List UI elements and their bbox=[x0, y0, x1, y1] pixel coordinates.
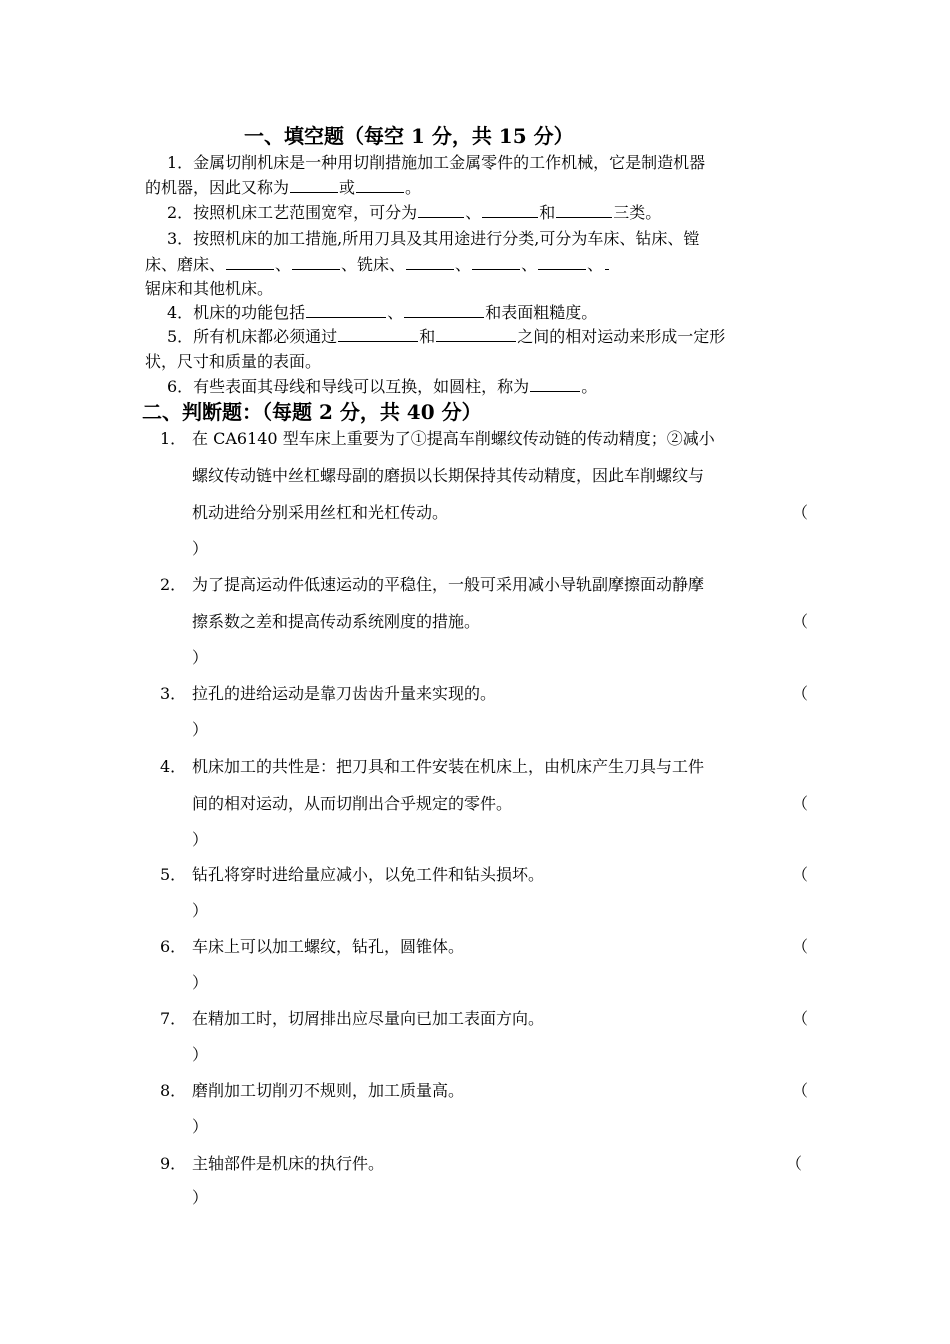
judge-question-2 bbox=[160, 572, 810, 667]
answer-paren-close[interactable]: ） bbox=[192, 901, 209, 920]
answer-blank[interactable] bbox=[538, 253, 586, 270]
fill-q6: 6．有些表面其母线和导线可以互换，如圆柱，称为 。 bbox=[167, 377, 598, 396]
question-number: 7． bbox=[160, 1009, 187, 1028]
question-text: 机动进给分别采用丝杠和光杠传动。 bbox=[192, 503, 449, 522]
question-number: 2． bbox=[160, 575, 187, 594]
answer-blank[interactable] bbox=[338, 325, 418, 342]
question-text: 为了提高运动件低速运动的平稳住，一般可采用减小导轨副摩擦面动静摩 bbox=[192, 575, 705, 594]
answer-paren-open[interactable]: （ bbox=[791, 794, 808, 813]
question-text: 车床上可以加工螺纹，钻孔，圆锥体。 bbox=[192, 937, 465, 956]
answer-paren-open[interactable]: （ bbox=[791, 1081, 808, 1100]
answer-paren-close[interactable]: ） bbox=[192, 973, 209, 992]
answer-blank[interactable] bbox=[290, 176, 338, 193]
answer-blank[interactable] bbox=[306, 301, 386, 318]
fill-q1-line1: 1．金属切削机床是一种用切削措施加工金属零件的工作机械，它是制造机器 bbox=[167, 153, 706, 172]
question-text: 间的相对运动，从而切削出合乎规定的零件。 bbox=[192, 794, 513, 813]
question-text: 磨削加工切削刃不规则，加工质量高。 bbox=[192, 1081, 465, 1100]
question-text: 在 CA6140 型车床上重要为了①提高车削螺纹传动链的传动精度；②减小 bbox=[192, 429, 715, 448]
answer-paren-open[interactable]: （ bbox=[791, 865, 808, 884]
question-number: 3． bbox=[160, 684, 187, 703]
judge-question-3 bbox=[160, 681, 810, 741]
question-text: 钻孔将穿时进给量应减小，以免工件和钻头损坏。 bbox=[192, 865, 545, 884]
answer-blank[interactable] bbox=[292, 253, 340, 270]
answer-paren-close[interactable]: ） bbox=[192, 1188, 209, 1207]
question-text: 机床加工的共性是：把刀具和工件安装在机床上，由机床产生刀具与工件 bbox=[192, 757, 705, 776]
judge-question-1 bbox=[160, 426, 810, 556]
answer-blank[interactable] bbox=[226, 253, 274, 270]
answer-paren-close[interactable]: ） bbox=[192, 1117, 209, 1136]
answer-paren-close[interactable]: ） bbox=[192, 539, 209, 558]
answer-blank[interactable] bbox=[556, 201, 612, 218]
answer-paren-open[interactable]: （ bbox=[785, 1154, 802, 1173]
judge-question-6 bbox=[160, 934, 810, 994]
fill-q5-line1: 5．所有机床都必须通过 和 之间的相对运动来形成一定形 bbox=[167, 327, 726, 346]
answer-blank[interactable] bbox=[530, 375, 580, 392]
answer-blank[interactable] bbox=[605, 253, 609, 270]
question-number: 5． bbox=[160, 865, 187, 884]
answer-blank[interactable] bbox=[436, 325, 516, 342]
fill-q2: 2．按照机床工艺范围宽窄，可分为 、 和 三类。 bbox=[167, 203, 662, 222]
question-text: 拉孔的进给运动是靠刀齿齿升量来实现的。 bbox=[192, 684, 497, 703]
fill-q3-line2: 床、磨床、 、 、铣床、 、 、 、 bbox=[145, 252, 810, 278]
section2-heading: 二、判断题：（每题 2 分，共 40 分） bbox=[142, 400, 482, 424]
answer-blank[interactable] bbox=[472, 253, 520, 270]
question-number: 8． bbox=[160, 1081, 187, 1100]
answer-paren-close[interactable]: ） bbox=[192, 830, 209, 849]
fill-q3-line3: 锯床和其他机床。 bbox=[145, 279, 274, 298]
question-text: 螺纹传动链中丝杠螺母副的磨损以长期保持其传动精度，因此车削螺纹与 bbox=[192, 466, 705, 485]
judge-question-7 bbox=[160, 1006, 810, 1066]
answer-paren-open[interactable]: （ bbox=[791, 937, 808, 956]
answer-blank[interactable] bbox=[482, 201, 538, 218]
answer-paren-open[interactable]: （ bbox=[791, 1009, 808, 1028]
judge-question-5 bbox=[160, 862, 810, 922]
fill-q4: 4．机床的功能包括 、 和表面粗糙度。 bbox=[167, 303, 598, 322]
answer-paren-close[interactable]: ） bbox=[192, 720, 209, 739]
question-text: 擦系数之差和提高传动系统刚度的措施。 bbox=[192, 612, 481, 631]
answer-blank[interactable] bbox=[418, 201, 464, 218]
fill-q3-line1: 3．按照机床的加工措施,所用刀具及其用途进行分类,可分为车床、钻床、镗 bbox=[167, 229, 700, 248]
answer-paren-open[interactable]: （ bbox=[791, 612, 808, 631]
fill-q5-line2: 状，尺寸和质量的表面。 bbox=[145, 352, 322, 371]
question-text: 主轴部件是机床的执行件。 bbox=[192, 1154, 385, 1173]
answer-paren-close[interactable]: ） bbox=[192, 648, 209, 667]
answer-blank[interactable] bbox=[356, 176, 404, 193]
question-number: 6． bbox=[160, 937, 187, 956]
judge-question-4 bbox=[160, 754, 810, 849]
answer-paren-close[interactable]: ） bbox=[192, 1045, 209, 1064]
section1-heading: 一、填空题（每空 1 分，共 15 分） bbox=[244, 124, 574, 148]
answer-paren-open[interactable]: （ bbox=[791, 503, 808, 522]
fill-q1-line2: 的机器，因此又称为 或 。 bbox=[145, 178, 422, 197]
question-number: 4． bbox=[160, 757, 187, 776]
question-text: 在精加工时，切屑排出应尽量向已加工表面方向。 bbox=[192, 1009, 545, 1028]
question-number: 9． bbox=[160, 1154, 187, 1173]
answer-blank[interactable] bbox=[404, 301, 484, 318]
answer-paren-open[interactable]: （ bbox=[791, 684, 808, 703]
question-number: 1． bbox=[160, 429, 187, 448]
judge-question-9 bbox=[160, 1151, 810, 1211]
judge-question-8 bbox=[160, 1078, 810, 1138]
answer-blank[interactable] bbox=[406, 253, 454, 270]
